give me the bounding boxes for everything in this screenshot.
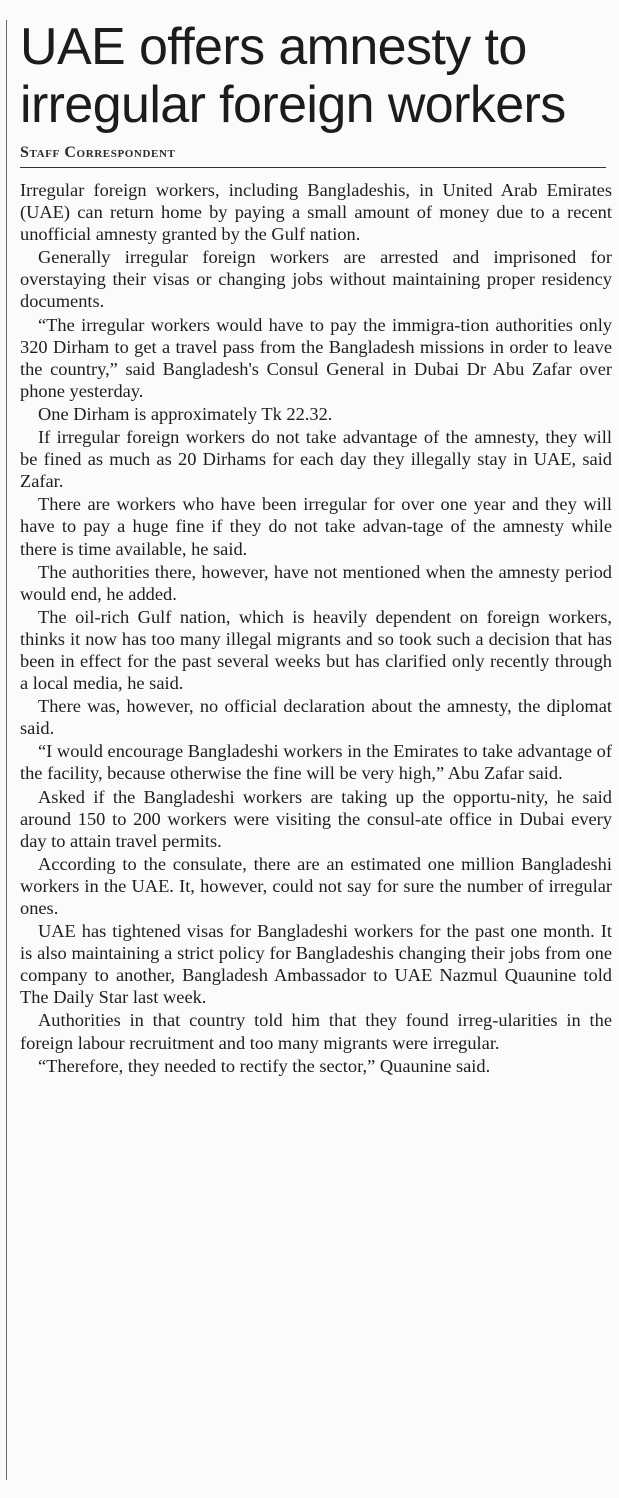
article-headline: UAE offers amnesty to irregular foreign workers (20, 18, 566, 134)
column-divider (6, 20, 7, 1480)
article-paragraph: The oil-rich Gulf nation, which is heavily dependent on foreign workers, thinks it now has too many illegal migrants and so took such a decision that has been in effect for the past several weeks but has clarified only recently through a local media, he said. (20, 606, 612, 694)
article-body (20, 179, 612, 1077)
article-paragraph: There are workers who have been irregular for over one year and they will have to pay a huge fine if they do not take advan-tage of the amnesty while there is time available, he said. (20, 494, 612, 559)
article-paragraph: “The irregular workers would have to pay the immigra-tion authorities only 320 Dirham to get a travel pass from the Bangladesh missions in order to leave the country,” said Bangladesh's Consul General in Dubai Dr Abu Zafar over phone yesterday. (20, 314, 612, 401)
article-paragraph: The authorities there, however, have not mentioned when the amnesty period would end, he added. (20, 561, 612, 604)
article-paragraph: UAE has tightened visas for Bangladeshi workers for the past one month. It is also maintaining a strict policy for Bangladeshis changing their jobs from one company to another, Bangladesh Ambassador to UAE Nazmul Quaunine told The Daily Star last week. (20, 921, 612, 1008)
article-byline: Staff Correspondent (20, 144, 606, 168)
article-paragraph: Authorities in that country told him that they found irreg-ularities in the foreign labour recruitment and too many migrants were irregular. (20, 1010, 612, 1053)
article (20, 18, 612, 1078)
article-paragraph: Irregular foreign workers, including Bangladeshis, in United Arab Emirates (UAE) can return home by paying a small amount of money due to a recent unofficial amnesty granted by the Gulf nation. (20, 180, 612, 245)
article-paragraph: There was, however, no official declaration about the amnesty, the diplomat said. (20, 696, 612, 739)
article-paragraph: “Therefore, they needed to rectify the sector,” Quaunine said. (38, 1055, 491, 1076)
article-paragraph: Generally irregular foreign workers are arrested and imprisoned for overstaying their visas or changing jobs without maintaining proper residency documents. (20, 247, 612, 312)
article-paragraph: According to the consulate, there are an estimated one million Bangladeshi workers in the UAE. It, however, could not say for sure the number of irregular ones. (20, 853, 612, 918)
article-paragraph: One Dirham is approximately Tk 22.32. (38, 403, 333, 424)
article-paragraph: Asked if the Bangladeshi workers are taking up the opportu-nity, he said around 150 to 200 workers were visiting the consul-ate office in Dubai every day to attain travel permits. (20, 786, 612, 851)
article-paragraph: If irregular foreign workers do not take advantage of the amnesty, they will be fined as much as 20 Dirhams for each day they illegally stay in UAE, said Zafar. (20, 427, 612, 492)
article-paragraph: “I would encourage Bangladeshi workers in the Emirates to take advantage of the facility, because otherwise the fine will be very high,” Abu Zafar said. (20, 741, 612, 784)
